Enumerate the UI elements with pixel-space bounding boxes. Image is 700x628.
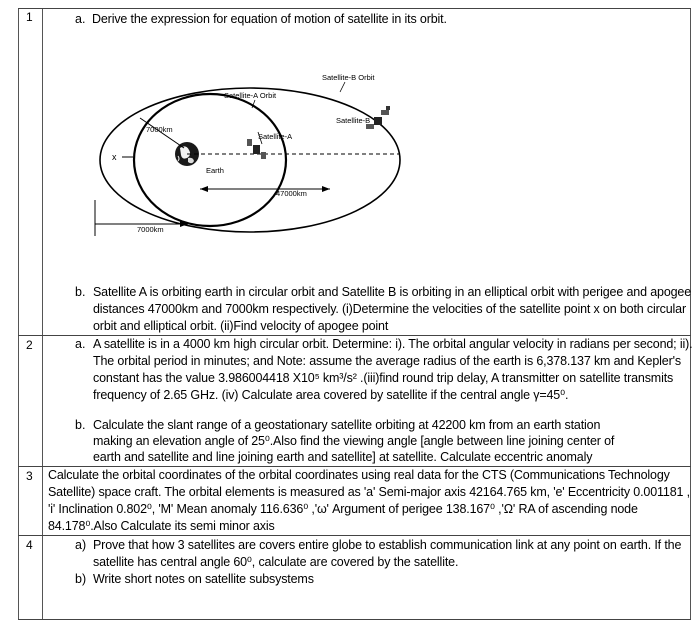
q4-part-b-text: Write short notes on satellite subsystems [93,572,314,586]
arrowhead [322,186,330,192]
satellite-a-label: Satellite-A [258,132,293,141]
arrowhead [200,186,208,192]
dist-7000-top-label: 7000km [146,125,173,134]
question-number: 1 [26,10,33,24]
q1-part-a-label: a. [75,12,86,26]
question-number: 2 [26,338,33,352]
q4-part-b-label: b) [75,572,87,586]
q3-line: Satellite) space craft. The orbital elements is measured as 'a' Semi-major axis 42164.765 km, 'e' Eccentricity 0.001181 , [48,485,690,499]
q1-part-b-label: b. [75,285,86,299]
dist-47000-label: 47000km [276,189,307,198]
question-number: 3 [26,469,33,483]
q4-part-a-label: a) [75,538,87,552]
q2-part-a-label: a. [75,337,86,351]
row-divider-1-2 [18,335,691,336]
satellite-a-orbit-circle [134,94,286,226]
earth-label: Earth [206,166,224,175]
q2-part-b-line: Calculate the slant range of a geostationary satellite orbiting at 42200 km from an earth station [93,418,601,432]
x-label: x [112,152,117,162]
row-divider-3-4 [18,535,691,536]
q4-part-a-line: satellite has central angle 60⁰, calculate are covered by the satellite. [93,555,459,569]
q2-part-a-line: frequency of 2.65 GHz. (iv) Calculate area covered by satellite if the central angle γ=45⁰. [93,388,569,402]
q2-part-a-line: The orbital period in minutes; and Note: assume the average radius of the earth is 6,378.137 km and Kepler's [93,354,681,368]
q3-line: 'i' Inclination 0.802⁰, 'M' Mean anomaly 116.636⁰ ,'ω' Argument of perigee 138.167⁰ ,'Ω' RA of ascending node [48,502,638,516]
question-number: 4 [26,538,33,552]
q4-part-a-line: Prove that how 3 satellites are covers entire globe to establish communication link at any point on earth. If the [93,538,682,552]
q1-part-b-line: Satellite A is orbiting earth in circular orbit and Satellite B is orbiting in an elliptical orbit with perigee and apogee [93,285,692,299]
q2-part-b-line: making an elevation angle of 25⁰.Also find the viewing angle [angle between line joining center of [93,434,615,448]
q1-part-b-line: orbit and elliptical orbit. (ii)Find velocity of apogee point [93,319,389,333]
q2-part-b-line: earth and satellite and line joining earth and satellite] at satellite. Calculate eccentric anomaly [93,450,593,464]
satellite-b-orbit-pointer [340,82,345,92]
satellite-b-orbit-ellipse [100,88,400,232]
q3-line: 84.178⁰.Also Calculate its semi minor axis [48,519,275,533]
satellite-b-label: Satellite-B [336,116,371,125]
top-border [18,8,691,9]
q1-part-b-line: distances 47000km and 7000km respectively. (i)Determine the velocities of the satellite point x on both circular [93,302,686,316]
row-divider-2-3 [18,466,691,467]
dist-7000-bottom-label: 7000km [137,225,164,234]
satellite-a-orbit-label: Satellite-A Orbit [224,91,277,100]
q3-line: Calculate the orbital coordinates of the orbital coordinates using real data for the CTS (Communications Technology [48,468,670,482]
q1-part-a-text: Derive the expression for equation of motion of satellite in its orbit. [92,12,447,26]
q2-part-a-line: A satellite is in a 4000 km high circular orbit. Determine: i). The orbital angular velocity in radians per second; ii). [93,337,693,351]
satellite-b-orbit-label: Satellite-B Orbit [322,73,375,82]
satellite-a-icon [247,139,266,159]
orbit-diagram [0,40,700,320]
q2-part-b-label: b. [75,418,86,432]
bottom-border [18,619,691,620]
q2-part-a-line: constant has the value 3.986004418 X10⁵ km³/s² .(iii)find round trip delay, A transmitter on satellite transmits [93,371,674,385]
